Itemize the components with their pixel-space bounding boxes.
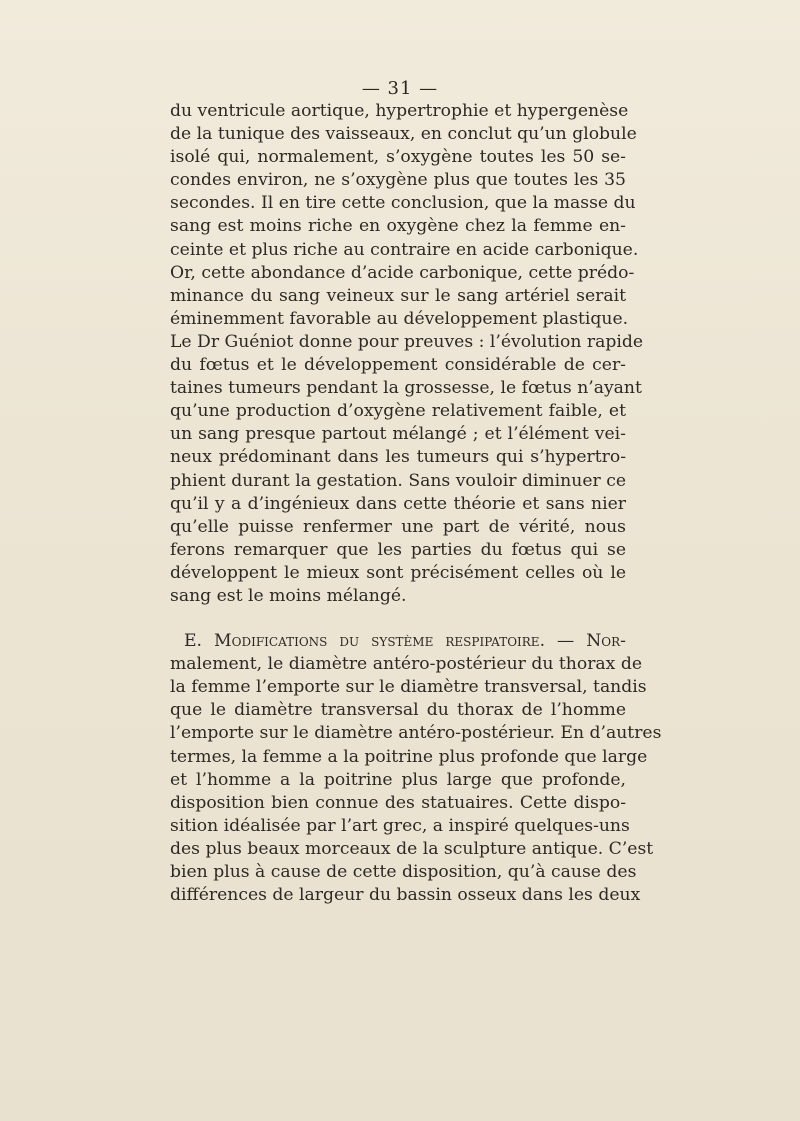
text-line: termes, la femme a la poitrine plus profonde que large <box>170 746 648 767</box>
text-line: qu’elle puisse renfermer une part de vérité, nous <box>170 516 626 537</box>
text-line: malement, le diamètre antéro-postérieur du thorax de <box>170 654 642 675</box>
text-line: isolé qui, normalement, s’oxygène toutes les 50 se- <box>170 147 626 168</box>
text-line: éminemment favorable au développement plastique. <box>170 308 629 329</box>
text-line: développent le mieux sont précisément celles où le <box>170 562 626 583</box>
text-line: ferons remarquer que les parties du fœtus qui se <box>170 539 626 560</box>
text-line: Le Dr Guéniot donne pour preuves : l’évolution rapide <box>170 331 644 352</box>
text-line: et l’homme a la poitrine plus large que profonde, <box>170 769 626 790</box>
text-line: du ventricule aortique, hypertrophie et hypergenèse <box>170 101 629 121</box>
text-line: ceinte et plus riche au contraire en acide carbonique. <box>170 239 639 260</box>
page-number: — 31 — <box>361 78 439 99</box>
text-line: bien plus à cause de cette disposition, qu’à cause des <box>170 862 637 882</box>
text-line: différences de largeur du bassin osseux dans les deux <box>170 885 641 906</box>
text-line: que le diamètre transversal du thorax de l’homme <box>170 700 626 721</box>
text-line: de la tunique des vaisseaux, en conclut qu’un globule <box>170 124 637 145</box>
text-line: Or, cette abondance d’acide carbonique, cette prédo- <box>170 262 635 283</box>
text-line: minance du sang veineux sur le sang artériel serait <box>170 285 626 306</box>
text-line: qu’une production d’oxygène relativement faible, et <box>170 401 626 422</box>
text-line: secondes. Il en tire cette conclusion, que la masse du <box>170 193 636 214</box>
section-heading-line <box>170 630 626 653</box>
text-line: disposition bien connue des statuaires. Cette dispo- <box>170 792 626 813</box>
text-line: sition idéalisée par l’art grec, a inspiré quelques-uns <box>170 815 630 836</box>
section-heading: E. Modifications du système respipatoire. — Nor- <box>184 631 626 652</box>
section-gap <box>170 608 626 630</box>
text-line: un sang presque partout mélangé ; et l’élément vei- <box>170 424 626 445</box>
text-line: neux prédominant dans les tumeurs qui s’hypertro- <box>170 447 626 468</box>
text-line: des plus beaux morceaux de la sculpture antique. C’est <box>170 838 654 859</box>
text-line: phient durant la gestation. Sans vouloir diminuer ce <box>170 470 626 491</box>
text-line: sang est moins riche en oxygène chez la femme en- <box>170 216 626 237</box>
text-line: taines tumeurs pendant la grossesse, le fœtus n’ayant <box>170 378 642 399</box>
text-line: sang est le moins mélangé. <box>170 585 407 606</box>
body-text <box>170 100 662 907</box>
text-line: du fœtus et le développement considérable de cer- <box>170 355 626 376</box>
text-line: la femme l’emporte sur le diamètre transversal, tandis <box>170 677 647 698</box>
text-line: l’emporte sur le diamètre antéro-postérieur. En d’autres <box>170 723 662 744</box>
text-line: condes environ, ne s’oxygène plus que toutes les 35 <box>170 170 626 191</box>
text-line: qu’il y a d’ingénieux dans cette théorie et sans nier <box>170 493 626 514</box>
